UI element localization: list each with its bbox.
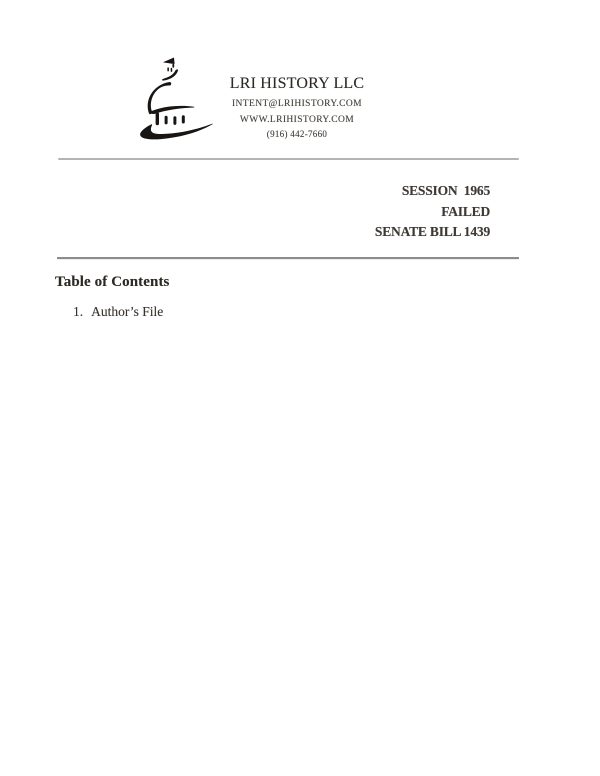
company-phone: (916) 442-7660: [266, 129, 328, 139]
company-email: INTENT@LRIHISTORY.COM: [231, 99, 362, 109]
company-name: LRI HISTORY LLC: [229, 75, 365, 92]
horizontal-rule-top: [58, 158, 519, 160]
horizontal-rule-bottom: [57, 257, 519, 259]
toc-item-number: 1.: [73, 304, 84, 319]
capitol-dome-sketch-icon: [140, 58, 213, 140]
bill-number-line: SENATE BILL 1439: [374, 224, 490, 240]
toc-item-label: Author’s File: [91, 304, 164, 319]
toc-item: [73, 304, 163, 320]
company-website: WWW.LRIHISTORY.COM: [239, 115, 355, 125]
bill-status-line: FAILED: [441, 203, 490, 219]
bill-info-block: [230, 181, 490, 243]
toc-title: Table of Contents: [55, 274, 170, 290]
session-line: SESSION 1965: [401, 183, 490, 198]
